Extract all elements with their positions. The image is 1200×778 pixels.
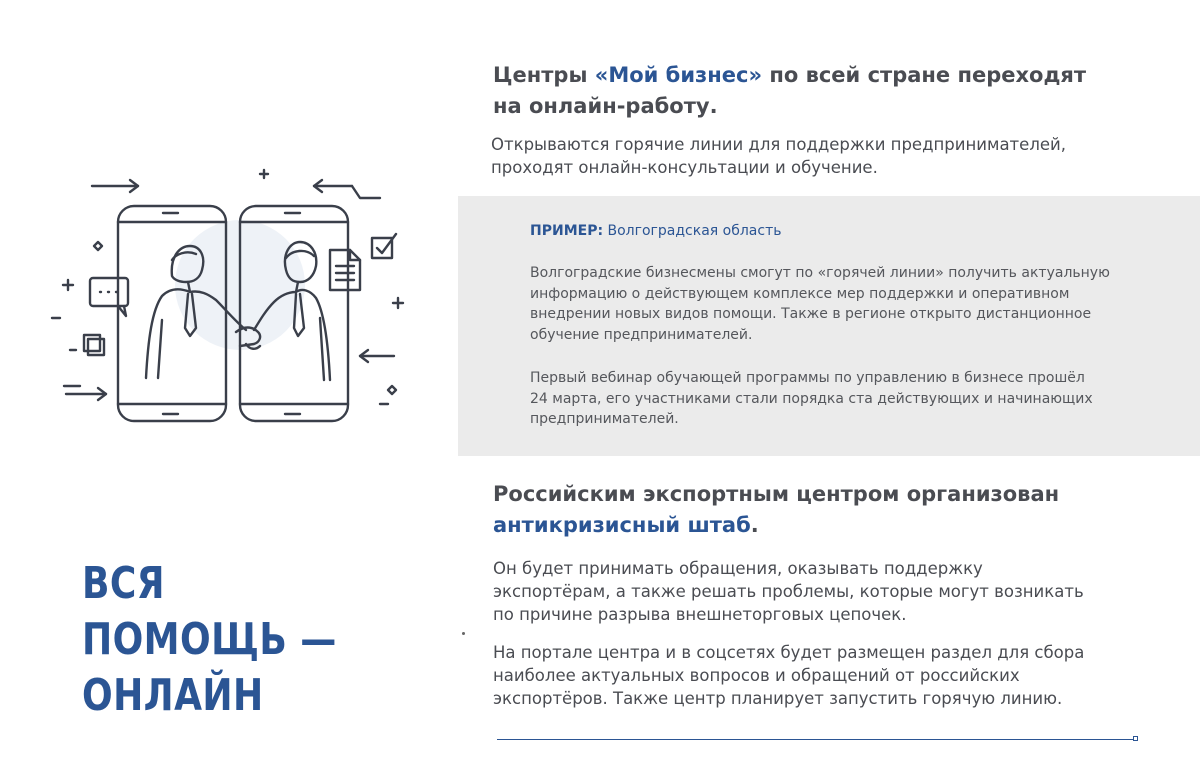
section1-heading — [493, 60, 1086, 122]
text-line: внедрении новых видов помощи. Также в регионе открыто дистанционное — [530, 306, 1092, 322]
text-line: На портале центра и в соцсетях будет размещен раздел для сбора — [493, 643, 1085, 662]
text-line: Открываются горячие линии для поддержки предпринимателей, — [491, 135, 1066, 154]
heading-text: на онлайн-работу. — [493, 94, 718, 118]
document-icon — [330, 250, 360, 290]
text-line: Первый вебинар обучающей программы по управлению в бизнесе прошёл — [530, 370, 1085, 386]
text-line: экспортёров. Также центр планирует запустить горячую линию. — [493, 689, 1063, 708]
heading-text: Российским экспортным центром организован — [493, 482, 1060, 506]
text-line: проходят онлайн-консультации и обучение. — [491, 158, 878, 177]
section2-paragraph-2 — [493, 641, 1084, 710]
text-line: экспортёрам, а также решать проблемы, которые могут возникать — [493, 582, 1084, 601]
heading-text: Центры — [493, 63, 595, 87]
section1-text — [491, 133, 1066, 179]
text-line: по причине разрыва внешнеторговых цепочек. — [493, 605, 907, 624]
heading-text: по всей стране переходят — [762, 63, 1087, 87]
bottom-divider — [497, 739, 1134, 740]
big-title-line: ОНЛАЙН — [82, 670, 264, 721]
example-label — [530, 221, 782, 241]
heading-accent: «Мой бизнес» — [594, 63, 763, 87]
text-line: обучение предпринимателей. — [530, 326, 753, 343]
decorative-dot — [462, 632, 465, 635]
handshake-illustration — [40, 160, 420, 430]
checkbox-icon — [372, 234, 396, 258]
section2-heading — [493, 479, 1059, 541]
section2-paragraph-1 — [493, 557, 1084, 626]
heading-text: . — [750, 513, 759, 537]
heading-accent: антикризисный штаб — [493, 513, 751, 537]
text-line: информацию о действующем комплексе мер поддержки и оперативном — [530, 285, 1070, 302]
chat-bubble-icon — [90, 278, 128, 316]
example-paragraph-1 — [530, 263, 1110, 345]
text-line: Он будет принимать обращения, оказывать поддержку — [493, 559, 983, 578]
text-line: 24 марта, его участниками стали порядка ста действующих и начинающих — [530, 390, 1093, 407]
big-title-line: ВСЯ — [82, 558, 165, 609]
text-line: наиболее актуальных вопросов и обращений от российских — [493, 666, 1020, 685]
example-region: Волгоградская область — [603, 223, 782, 239]
copy-icon — [84, 335, 104, 355]
big-title-line: ПОМОЩЬ — — [82, 614, 337, 665]
text-line: предпринимателей. — [530, 411, 679, 427]
example-paragraph-2 — [530, 368, 1093, 430]
text-line: Волгоградские бизнесмены смогут по «горячей линии» получить актуальную — [530, 265, 1110, 281]
divider-end-marker — [1133, 736, 1138, 741]
example-tag: ПРИМЕР: — [530, 223, 604, 239]
page-big-title — [82, 556, 337, 724]
